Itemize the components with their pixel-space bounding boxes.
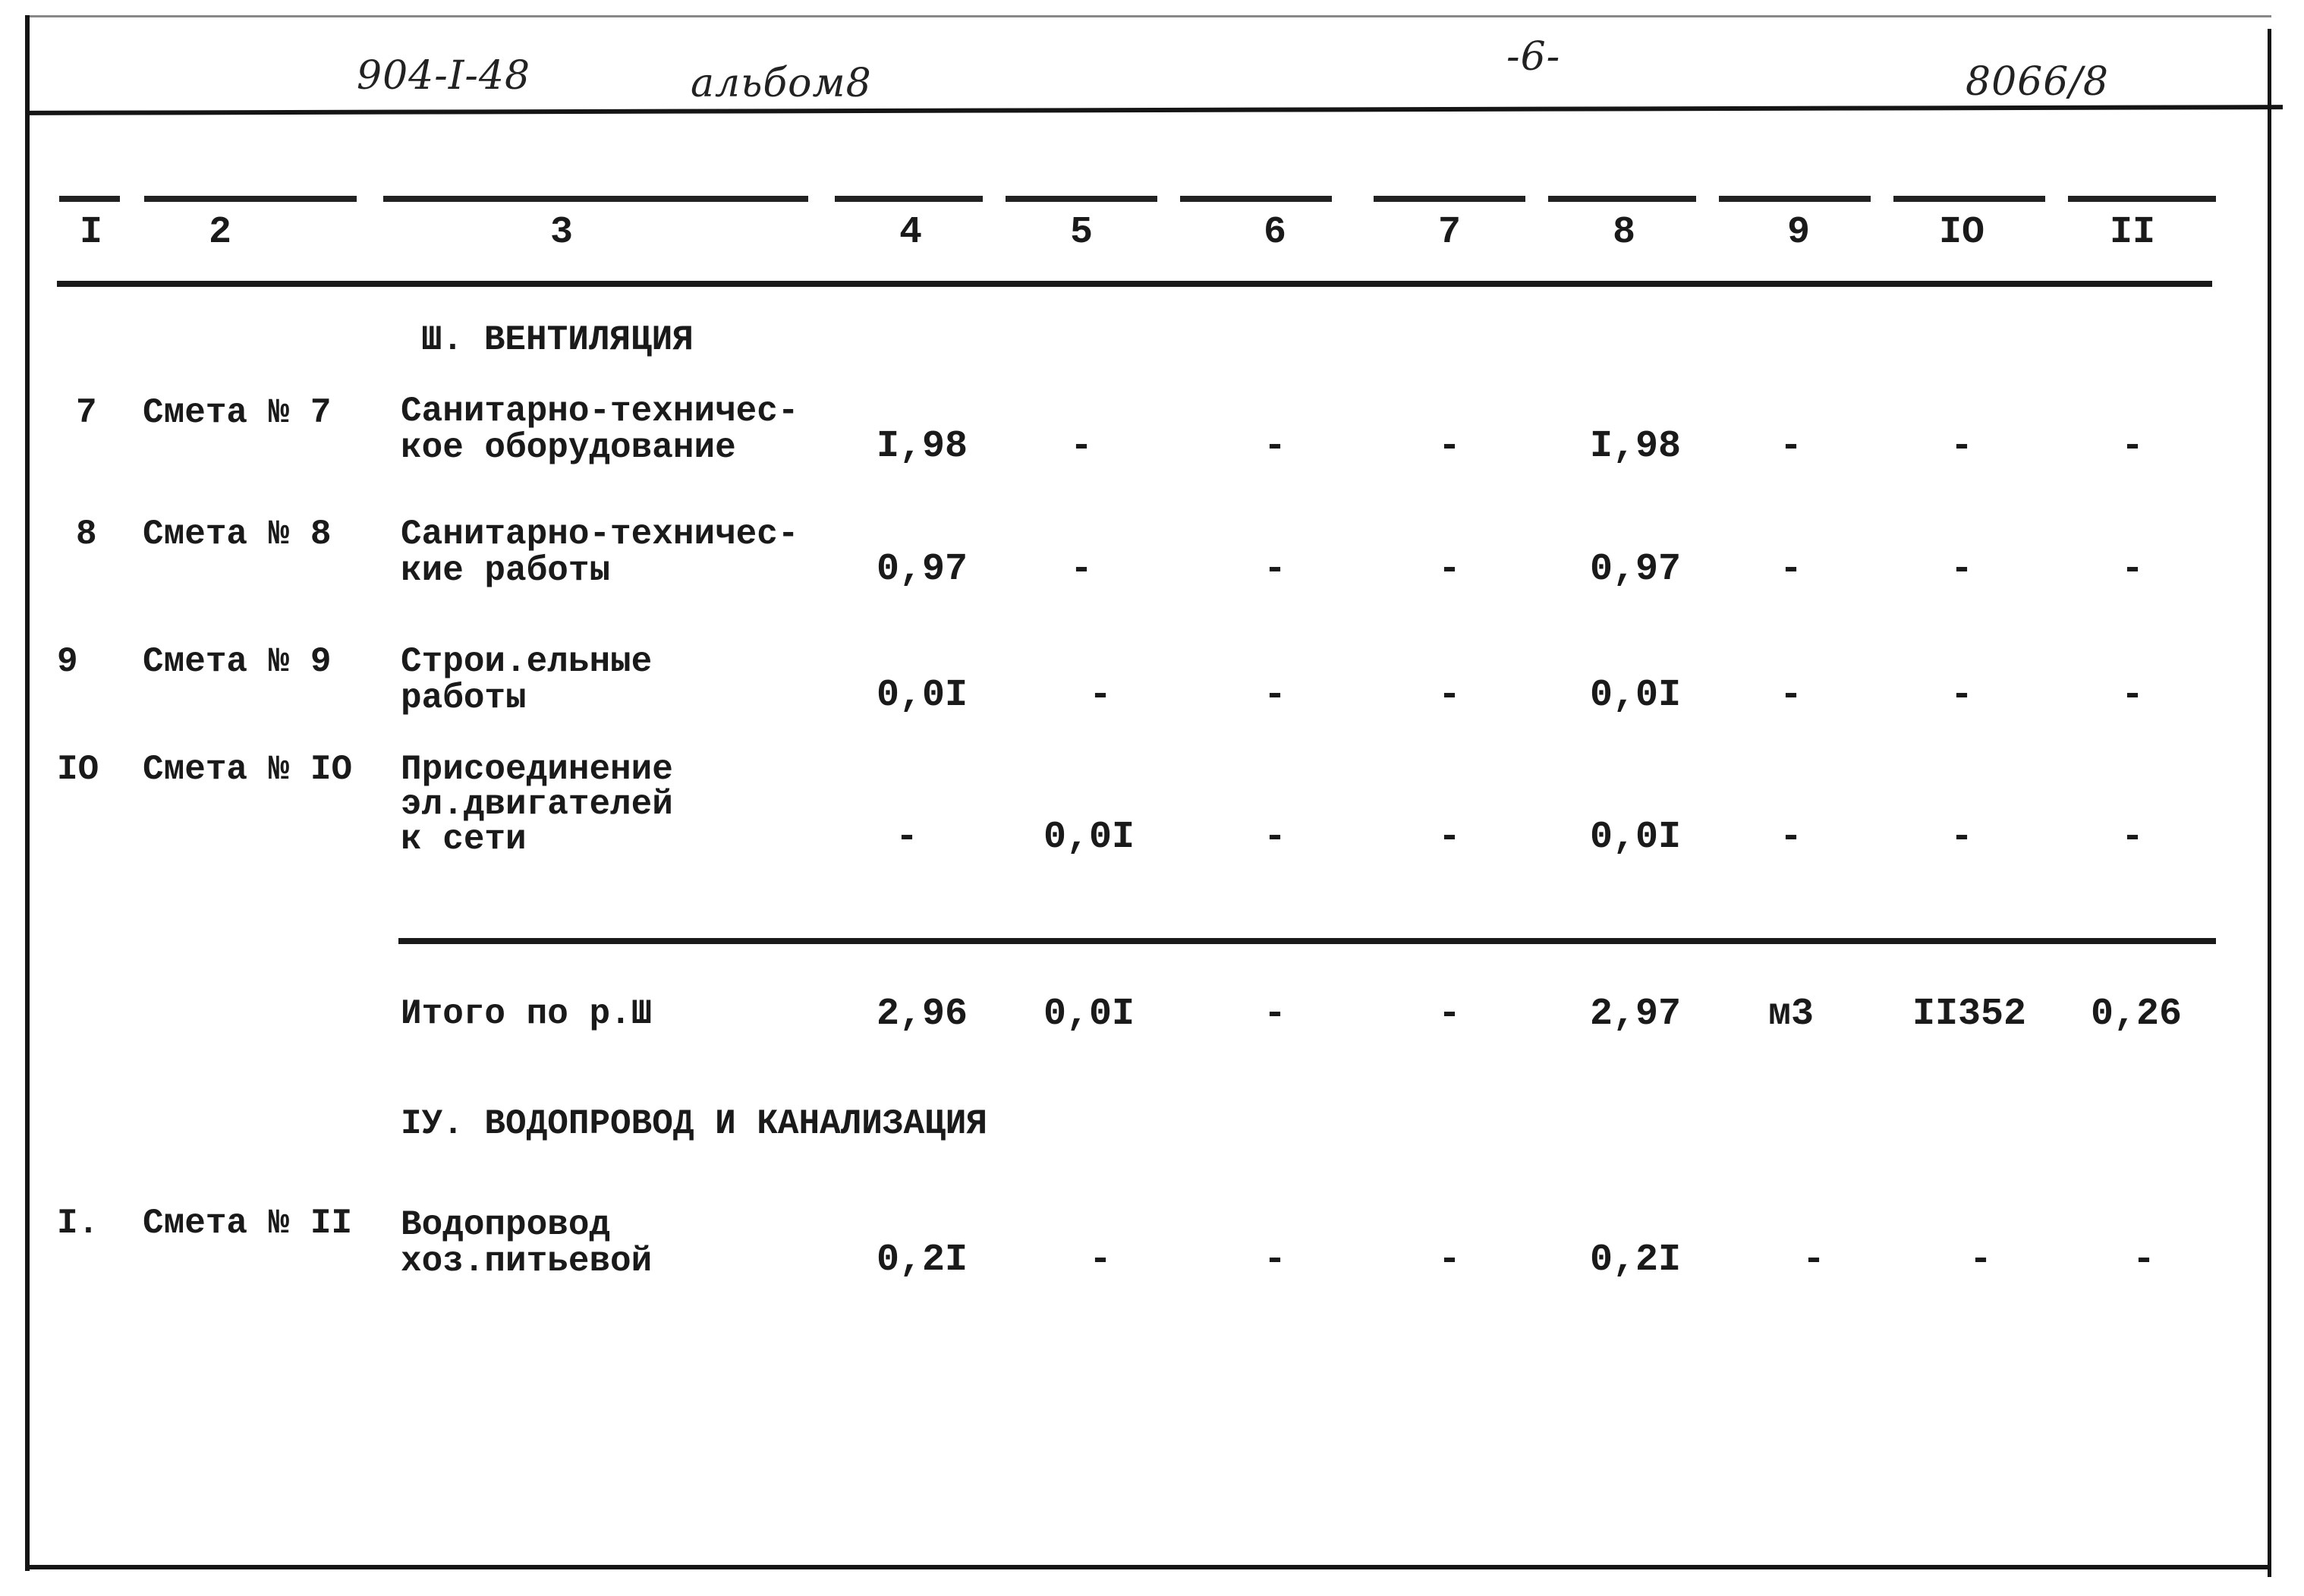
row-name-line: эл.двигателей xyxy=(401,785,673,824)
cell-c11: - xyxy=(2120,674,2144,717)
section-title: IУ. ВОДОПРОВОД И КАНАЛИЗАЦИЯ xyxy=(401,1104,987,1144)
cell-c4: 0,0I xyxy=(876,674,968,717)
row-name-line: Водопровод xyxy=(401,1205,611,1245)
cell-c10: - xyxy=(1950,548,1973,591)
row-name-line: к сети xyxy=(401,820,527,859)
cell-c9: - xyxy=(1779,674,1802,717)
cell-c7: - xyxy=(1437,816,1461,859)
cell-c5: - xyxy=(1088,1239,1112,1282)
row-name-line: кое оборудование xyxy=(401,428,736,467)
total-c6: - xyxy=(1263,993,1286,1036)
row-number: IO xyxy=(57,750,99,789)
col-dash xyxy=(1374,196,1525,202)
cell-c4: 0,2I xyxy=(876,1239,968,1282)
col-dash xyxy=(144,196,357,202)
cell-c10: - xyxy=(1950,425,1973,468)
frame-right-border xyxy=(2268,29,2271,1577)
cell-c5: - xyxy=(1069,548,1093,591)
row-name-line: Санитарно-техничес- xyxy=(401,392,799,431)
column-header: 6 xyxy=(1263,211,1286,254)
subtotal-rule xyxy=(398,938,2216,944)
column-header: 8 xyxy=(1612,211,1635,254)
cell-c11: - xyxy=(2120,425,2144,468)
cell-c9: - xyxy=(1779,425,1802,468)
page-number: -6- xyxy=(1506,34,1561,80)
cell-c6: - xyxy=(1263,1239,1286,1282)
col-dash xyxy=(1719,196,1871,202)
cell-c7: - xyxy=(1437,1239,1461,1282)
total-c7: - xyxy=(1437,993,1461,1036)
cell-c11: - xyxy=(2120,548,2144,591)
column-header: 2 xyxy=(208,211,231,254)
cell-c9: - xyxy=(1779,548,1802,591)
cell-c6: - xyxy=(1263,548,1286,591)
row-name-line: работы xyxy=(401,678,527,718)
total-c9: м3 xyxy=(1767,993,1814,1036)
column-header: IO xyxy=(1938,211,1985,254)
cell-c10: - xyxy=(1969,1239,1992,1282)
cell-c11: - xyxy=(2120,816,2144,859)
col-dash xyxy=(835,196,983,202)
row-smeta: Смета № 9 xyxy=(143,642,332,682)
cell-c7: - xyxy=(1437,674,1461,717)
cell-c8: 0,2I xyxy=(1589,1239,1682,1282)
row-name-line: кие работы xyxy=(401,551,611,590)
frame-bottom-border xyxy=(25,1565,2271,1569)
title-rule xyxy=(27,105,2283,115)
frame-top-border xyxy=(25,15,2271,17)
cell-c4: - xyxy=(895,816,918,859)
cell-c11: - xyxy=(2132,1239,2155,1282)
section-title: Ш. ВЕНТИЛЯЦИЯ xyxy=(421,320,694,360)
cell-c6: - xyxy=(1263,425,1286,468)
row-name-line: Санитарно-техничес- xyxy=(401,515,799,554)
total-c4: 2,96 xyxy=(876,993,968,1036)
cell-c8: 0,0I xyxy=(1589,816,1682,859)
total-c11: 0,26 xyxy=(2090,993,2183,1036)
row-smeta: Смета № II xyxy=(143,1204,353,1243)
column-header: 3 xyxy=(549,211,573,254)
row-smeta: Смета № 7 xyxy=(143,393,332,433)
row-name-line: хоз.питьевой xyxy=(401,1242,653,1281)
document-number: 8066/8 xyxy=(1966,59,2109,105)
col-dash xyxy=(2068,196,2216,202)
row-number: I. xyxy=(57,1204,99,1243)
row-smeta: Смета № IO xyxy=(143,750,353,789)
cell-c4: I,98 xyxy=(876,425,968,468)
column-header: 9 xyxy=(1786,211,1810,254)
frame-left-border xyxy=(25,15,30,1571)
cell-c8: 0,0I xyxy=(1589,674,1682,717)
cell-c8: I,98 xyxy=(1589,425,1682,468)
row-number: 8 xyxy=(76,515,97,554)
header-rule xyxy=(57,281,2212,287)
cell-c8: 0,97 xyxy=(1589,548,1682,591)
column-header: 7 xyxy=(1437,211,1461,254)
cell-c5: - xyxy=(1069,425,1093,468)
col-dash xyxy=(1006,196,1157,202)
row-number: 9 xyxy=(57,642,78,682)
document-code: 904-I-48 xyxy=(357,53,531,99)
cell-c10: - xyxy=(1950,816,1973,859)
col-dash xyxy=(59,196,120,202)
total-c10: II352 xyxy=(1912,993,2027,1036)
row-name-line: Строи.ельные xyxy=(401,642,653,682)
cell-c5: 0,0I xyxy=(1043,816,1135,859)
cell-c7: - xyxy=(1437,548,1461,591)
column-header: I xyxy=(79,211,102,254)
col-dash xyxy=(1548,196,1696,202)
cell-c6: - xyxy=(1263,816,1286,859)
total-label: Итого по р.Ш xyxy=(401,994,653,1034)
cell-c4: 0,97 xyxy=(876,548,968,591)
column-header: II xyxy=(2109,211,2155,254)
col-dash xyxy=(1180,196,1332,202)
cell-c9: - xyxy=(1779,816,1802,859)
col-dash xyxy=(383,196,808,202)
column-header: 4 xyxy=(899,211,922,254)
col-dash xyxy=(1893,196,2045,202)
cell-c7: - xyxy=(1437,425,1461,468)
cell-c10: - xyxy=(1950,674,1973,717)
row-number: 7 xyxy=(76,393,97,433)
total-c5: 0,0I xyxy=(1043,993,1135,1036)
album-label: альбом8 xyxy=(691,61,872,106)
cell-c5: - xyxy=(1088,674,1112,717)
row-name-line: Присоединение xyxy=(401,750,673,789)
cell-c6: - xyxy=(1263,674,1286,717)
cell-c9: - xyxy=(1802,1239,1825,1282)
row-smeta: Смета № 8 xyxy=(143,515,332,554)
column-header: 5 xyxy=(1069,211,1093,254)
total-c8: 2,97 xyxy=(1589,993,1682,1036)
